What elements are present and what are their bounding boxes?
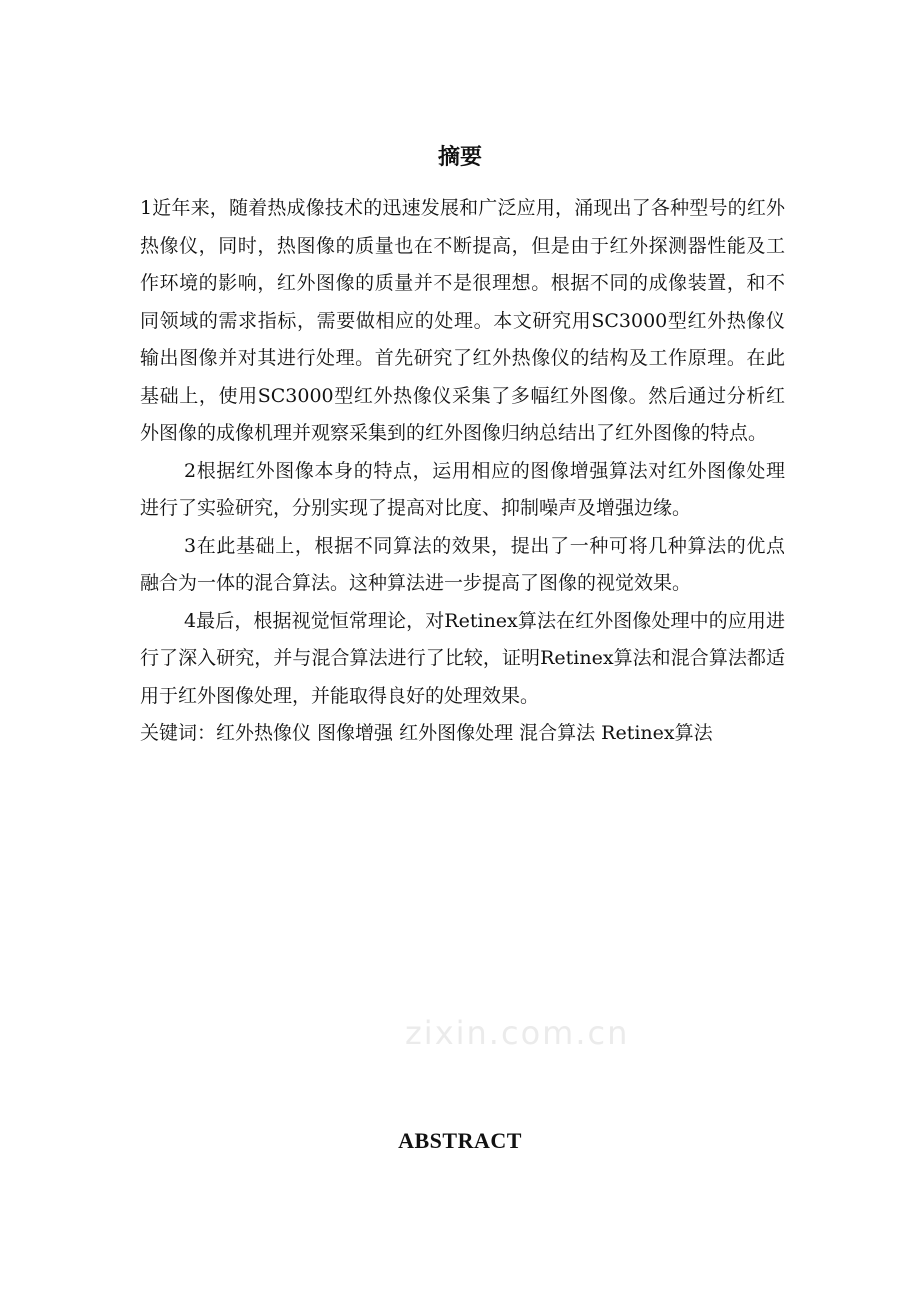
abstract-title-chinese: 摘要 <box>437 144 482 170</box>
abstract-body <box>140 190 785 753</box>
paragraph-4: 4最后，根据视觉恒常理论，对Retinex算法在红外图像处理中的应用进行了深入研究，并与混合算法进行了比较，证明Retinex算法和混合算法都适用于红外图像处理，并能取得良好的处理效果。 <box>140 609 785 707</box>
watermark: zixin.com.cn <box>405 1014 630 1052</box>
abstract-title-english: ABSTRACT <box>398 1128 522 1153</box>
paragraph-3: 3在此基础上，根据不同算法的效果，提出了一种可将几种算法的优点融合为一体的混合算法。这种算法进一步提高了图像的视觉效果。 <box>140 534 785 594</box>
paragraph-1: 1近年来，随着热成像技术的迅速发展和广泛应用，涌现出了各种型号的红外热像仪，同时，热图像的质量也在不断提高，但是由于红外探测器性能及工作环境的影响，红外图像的质量并不是很理想。根据不同的成像装置，和不同领域的需求指标，需要做相应的处理。本文研究用SC3000型红外热像仪输出图像并对其进行处理。首先研究了红外热像仪的结构及工作原理。在此基础上，使用SC3000型红外热像仪采集了多幅红外图像。然后通过分析红外图像的成像机理并观察采集到的红外图像归纳总结出了红外图像的特点。 <box>140 197 785 444</box>
paragraph-2: 2根据红外图像本身的特点，运用相应的图像增强算法对红外图像处理进行了实验研究，分别实现了提高对比度、抑制噪声及增强边缘。 <box>140 459 785 519</box>
keywords-line: 关键词：红外热像仪 图像增强 红外图像处理 混合算法 Retinex算法 <box>140 722 713 744</box>
